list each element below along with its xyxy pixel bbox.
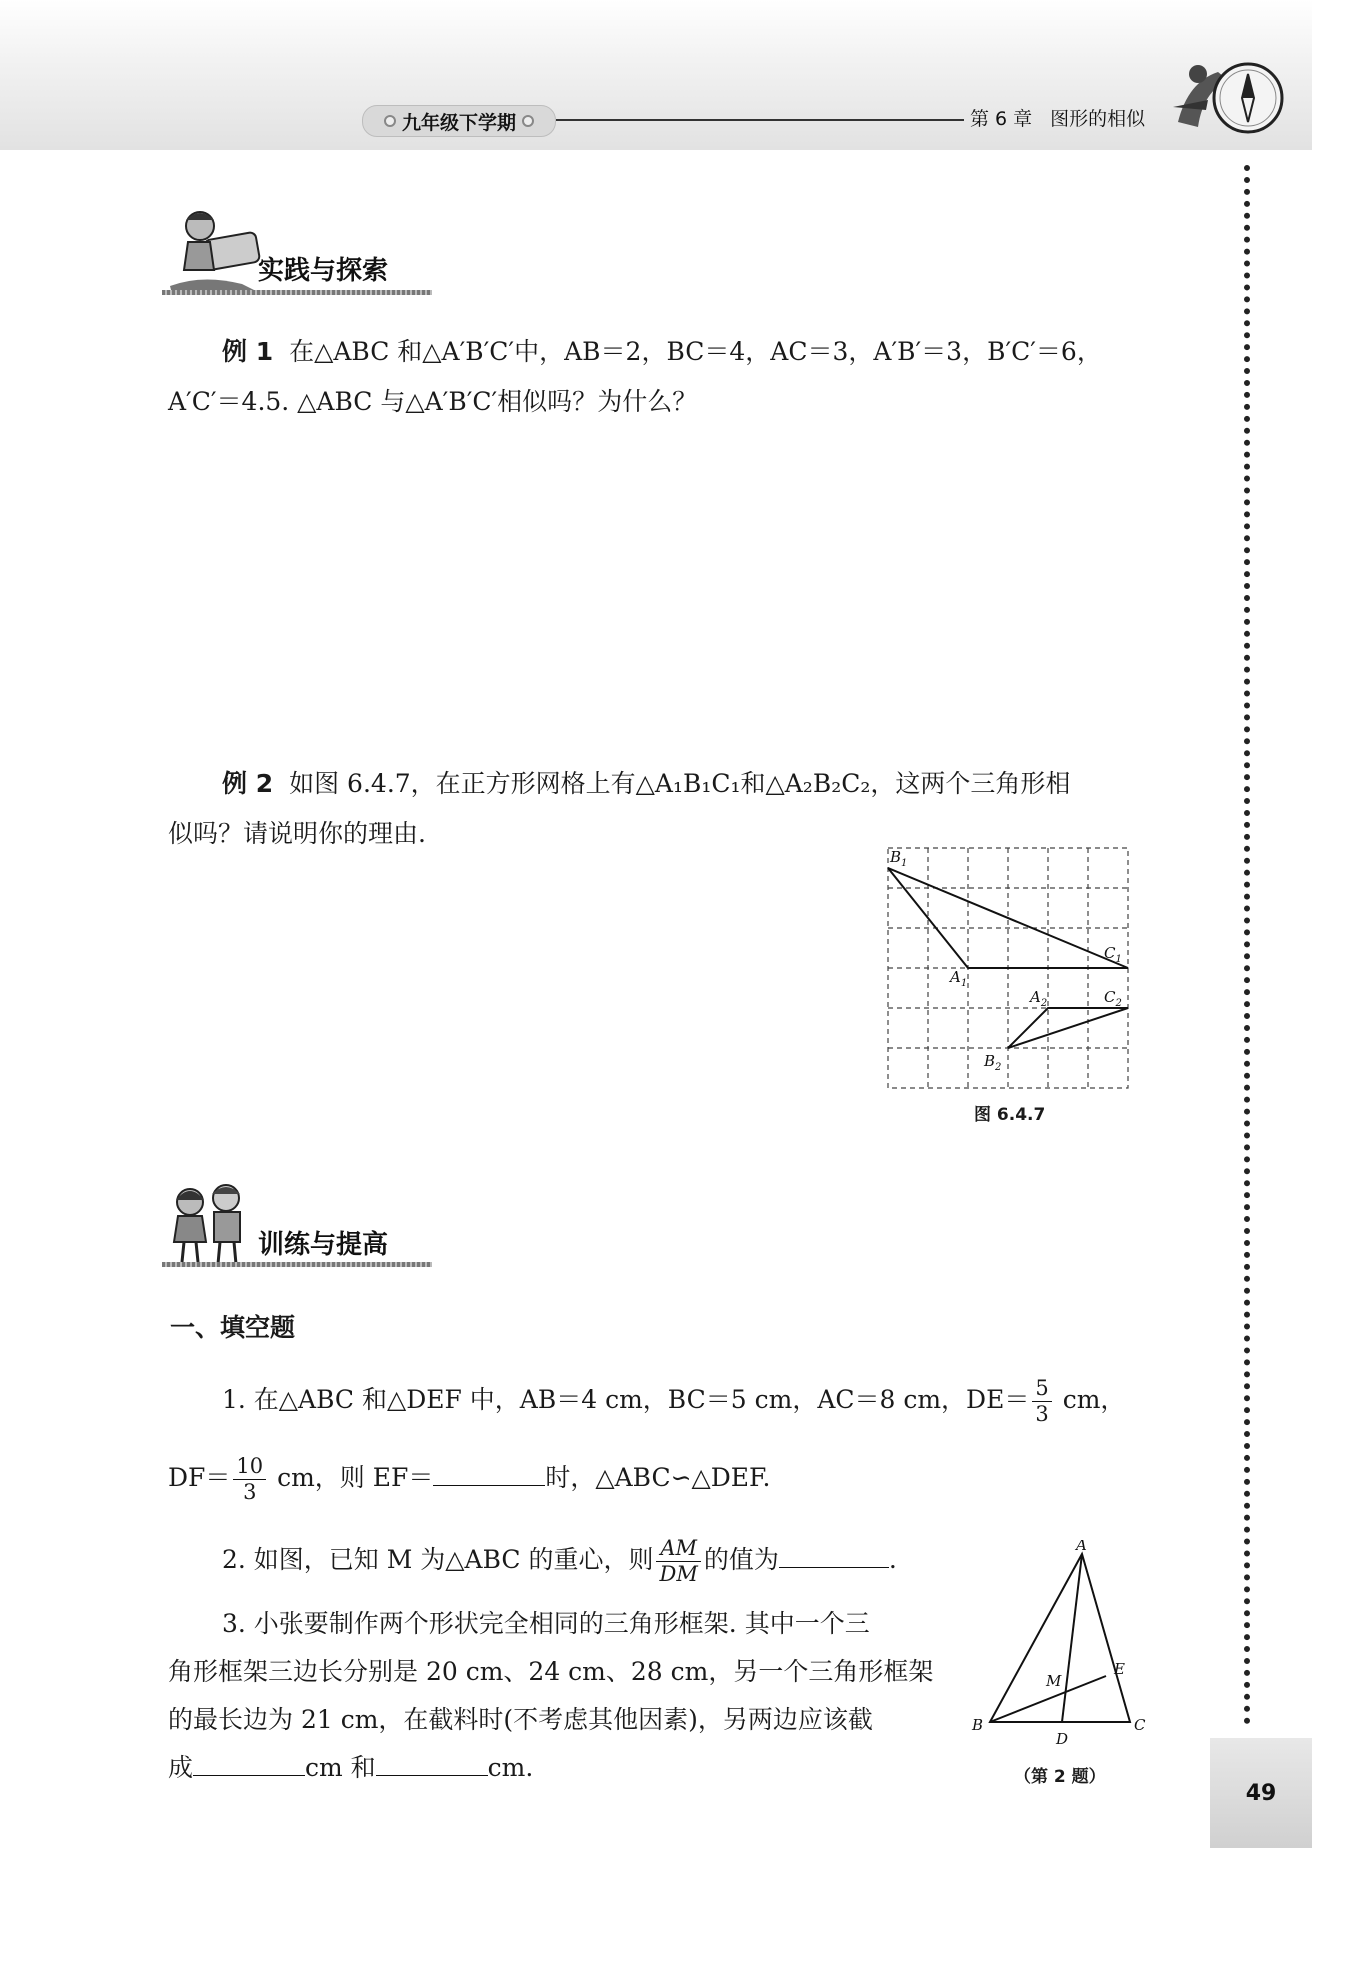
section-underline bbox=[162, 290, 432, 295]
grade-text: 九年级下学期 bbox=[401, 111, 516, 134]
q3-answer-blank-1[interactable] bbox=[193, 1749, 305, 1776]
q2-answer-blank[interactable] bbox=[779, 1541, 889, 1568]
fraction-de bbox=[1032, 1376, 1051, 1427]
label-a: A bbox=[1076, 1540, 1087, 1554]
example-1-line-1 bbox=[222, 328, 1102, 376]
label-b2: $B_2$ bbox=[984, 1052, 1002, 1073]
q1-line-2 bbox=[168, 1448, 770, 1508]
q2-line bbox=[222, 1530, 897, 1590]
frac-num: AM bbox=[656, 1536, 700, 1562]
q3-mid: cm 和 bbox=[305, 1753, 376, 1782]
fill-blank-heading: 一、填空题 bbox=[170, 1313, 296, 1342]
label-a2: $A_2$ bbox=[1030, 988, 1048, 1009]
example-1-text-2: A′C′＝4.5. △ABC 与△A′B′C′相似吗？为什么？ bbox=[168, 387, 698, 416]
example-1-line-2 bbox=[168, 378, 697, 426]
q1-mid: cm，则 EF＝ bbox=[277, 1463, 434, 1492]
label-b1: $B_1$ bbox=[890, 848, 908, 869]
label-a1: $A_1$ bbox=[950, 968, 968, 989]
fraction-df bbox=[233, 1454, 266, 1505]
label-c: C bbox=[1134, 1716, 1146, 1734]
q1-line-1 bbox=[222, 1370, 1125, 1430]
example-2-label: 例 2 bbox=[222, 769, 274, 798]
compass-runner-icon bbox=[1168, 52, 1288, 144]
triangle-a1b1c1 bbox=[888, 868, 1128, 968]
q3-end: cm. bbox=[487, 1753, 534, 1782]
pill-dot-right-icon bbox=[522, 115, 534, 127]
q2-text-after: 的值为 bbox=[703, 1545, 779, 1574]
header-rule bbox=[556, 119, 964, 121]
chapter-number: 第 6 章 bbox=[970, 108, 1033, 130]
section-practice-explore bbox=[162, 208, 432, 300]
two-kids-icon bbox=[162, 1180, 262, 1272]
label-c2: $C_2$ bbox=[1104, 988, 1122, 1009]
frac-den: 3 bbox=[1035, 1402, 1049, 1426]
label-b: B bbox=[972, 1716, 984, 1734]
chapter-title: 图形的相似 bbox=[1050, 108, 1146, 130]
example-1-text-1: 在△ABC 和△A′B′C′中，AB＝2，BC＝4，AC＝3，A′B′＝3，B′C′＝6， bbox=[289, 337, 1102, 366]
label-e: E bbox=[1114, 1660, 1125, 1678]
frac-num: 5 bbox=[1032, 1376, 1051, 1402]
label-m: M bbox=[1046, 1672, 1062, 1690]
margin-dotted-rule bbox=[1244, 165, 1250, 1725]
example-2-line-1 bbox=[222, 760, 1070, 808]
figure-caption: 图 6.4.7 bbox=[974, 1105, 1046, 1125]
section-title: 训练与提高 bbox=[258, 1230, 389, 1260]
frac-den: 3 bbox=[243, 1480, 257, 1504]
section-underline bbox=[162, 1262, 432, 1267]
chapter-label bbox=[970, 104, 1163, 131]
frac-num: 10 bbox=[233, 1454, 266, 1480]
q3-line-2 bbox=[168, 1648, 933, 1696]
page-number-box bbox=[1210, 1738, 1312, 1848]
q3-line-1 bbox=[222, 1600, 870, 1648]
q1-end: 时，△ABC∽△DEF. bbox=[545, 1463, 771, 1492]
example-2-text-2: 似吗？请说明你的理由. bbox=[168, 819, 426, 848]
q3-line-3 bbox=[168, 1696, 873, 1744]
label-d: D bbox=[1056, 1730, 1069, 1748]
grade-label bbox=[362, 105, 556, 137]
centroid-triangle-figure bbox=[966, 1540, 1146, 1750]
example-1-label: 例 1 bbox=[222, 337, 274, 366]
example-2-line-2 bbox=[168, 810, 426, 858]
q2-figure-caption: （第 2 题） bbox=[1014, 1767, 1106, 1787]
q3-text-3: 的最长边为 21 cm，在截料时(不考虑其他因素)，另两边应该截 bbox=[168, 1705, 873, 1734]
q2-text-before: 2. 如图，已知 M 为△ABC 的重心，则 bbox=[222, 1545, 654, 1574]
frac-den: DM bbox=[659, 1562, 698, 1586]
page-number: 49 bbox=[1245, 1780, 1277, 1806]
q1-df-prefix: DF＝ bbox=[168, 1463, 231, 1492]
q1-answer-blank[interactable] bbox=[433, 1459, 545, 1486]
q3-text-2: 角形框架三边长分别是 20 cm、24 cm、28 cm，另一个三角形框架 bbox=[168, 1657, 934, 1686]
section-training-improve bbox=[162, 1180, 432, 1272]
q3-text-1: 3. 小张要制作两个形状完全相同的三角形框架. 其中一个三 bbox=[222, 1609, 870, 1638]
q1-unit: cm， bbox=[1062, 1385, 1126, 1414]
fraction-am-dm bbox=[656, 1536, 700, 1587]
boy-with-board-icon bbox=[162, 208, 262, 300]
pill-dot-left-icon bbox=[384, 115, 396, 127]
q3-answer-blank-2[interactable] bbox=[376, 1749, 488, 1776]
q2-end: . bbox=[888, 1545, 897, 1574]
q3-start: 成 bbox=[168, 1753, 194, 1782]
grid-figure-6-4-7 bbox=[870, 830, 1140, 1090]
section-title: 实践与探索 bbox=[258, 256, 389, 286]
example-2-text-1: 如图 6.4.7，在正方形网格上有△A₁B₁C₁和△A₂B₂C₂，这两个三角形相 bbox=[289, 769, 1071, 798]
q1-text: 1. 在△ABC 和△DEF 中，AB＝4 cm，BC＝5 cm，AC＝8 cm，DE＝ bbox=[222, 1385, 1030, 1414]
label-c1: $C_1$ bbox=[1104, 944, 1122, 965]
triangle-a2b2c2 bbox=[1008, 1008, 1128, 1048]
q3-line-4 bbox=[168, 1744, 533, 1792]
